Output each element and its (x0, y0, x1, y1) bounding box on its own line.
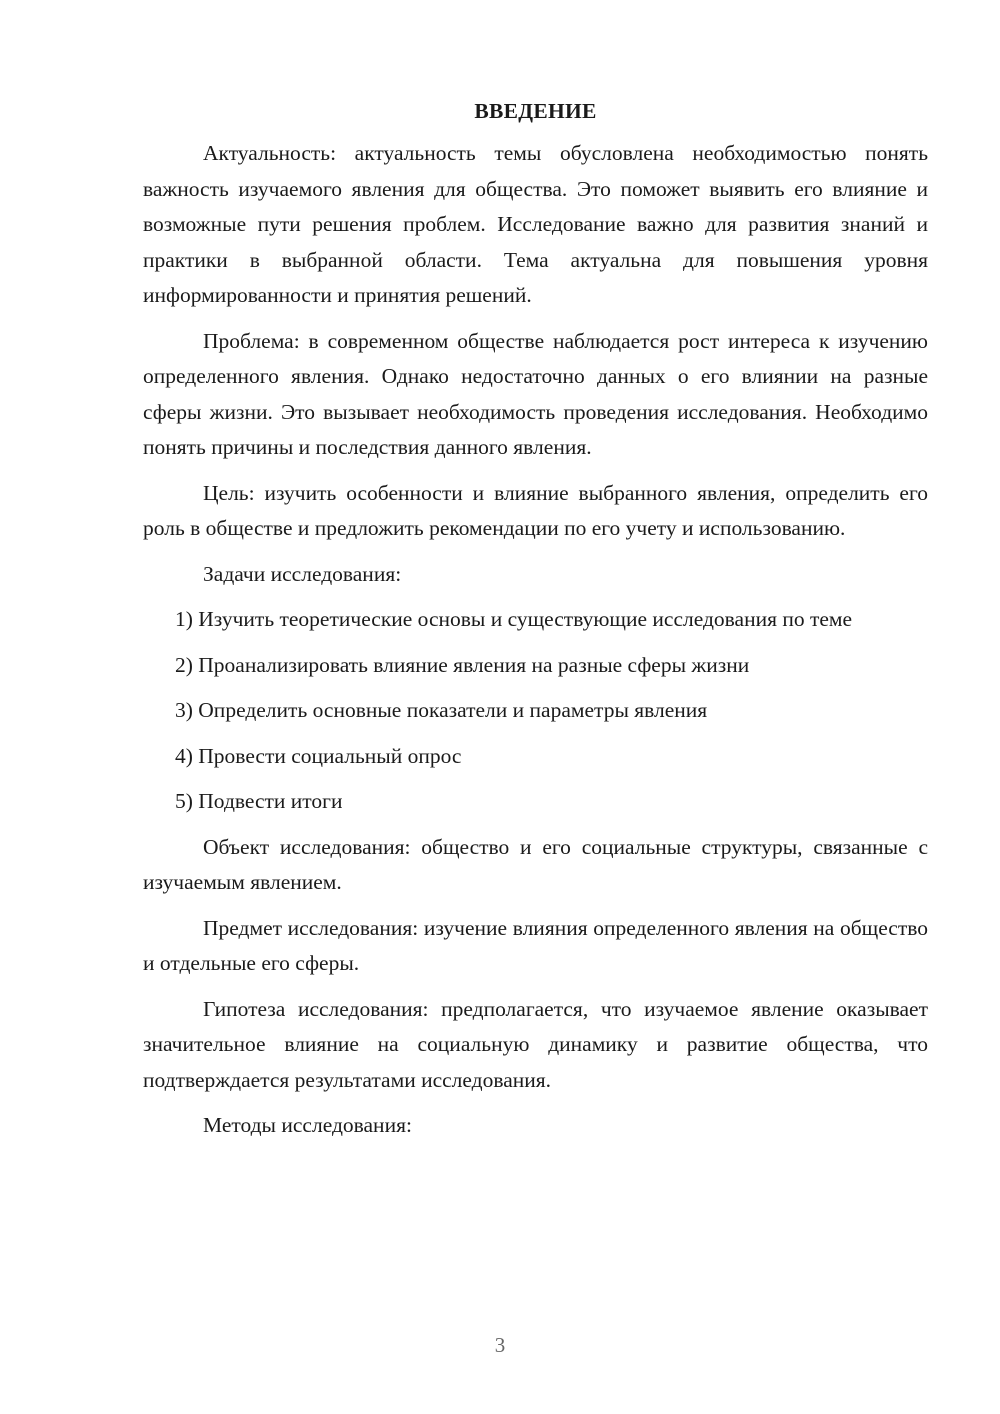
paragraph-methods: Методы исследования: (203, 1113, 412, 1137)
page-number: 3 (494, 1333, 506, 1357)
paragraph-tasks-heading: Задачи исследования: (203, 561, 402, 586)
paragraph-problem: Проблема: в современном обществе наблюдается рост интереса к изучению определенного явления. Однако недостаточно данных о его влиянии на разные сферы жизни. Это вызывает необходимость проведения исследования. Необходимо понять причины и последствия данного явления. (143, 328, 928, 459)
task-item-4: 4) Провести социальный опрос (175, 743, 462, 768)
task-item-3: 3) Определить основные показатели и параметры явления (175, 698, 708, 722)
paragraph-hypothesis: Гипотеза исследования: предполагается, что изучаемое явление оказывает значительное влияние на социальную динамику и развитие общества, что подтверждается результатами исследования. (143, 996, 928, 1092)
document-page (143, 96, 928, 1154)
section-title: ВВЕДЕНИЕ (474, 99, 597, 123)
paragraph-relevance: Актуальность: актуальность темы обусловлена необходимостью понять важность изучаемого явления для общества. Это поможет выявить его влияние и возможные пути решения проблем. Исследование важно для развития знаний и практики в выбранной области. Тема актуальна для повышения уровня информированности и принятия решений. (143, 141, 928, 307)
paragraph-goal: Цель: изучить особенности и влияние выбранного явления, определить его роль в обществе и предложить рекомендации по его учету и использованию. (143, 480, 928, 540)
task-item-2: 2) Проанализировать влияние явления на разные сферы жизни (175, 652, 750, 677)
paragraph-object: Объект исследования: общество и его социальные структуры, связанные с изучаемым явлением. (143, 834, 928, 894)
task-item-1: 1) Изучить теоретические основы и существующие исследования по теме (175, 607, 853, 631)
paragraph-subject: Предмет исследования: изучение влияния определенного явления на общество и отдельные его сферы. (143, 915, 928, 975)
task-item-5: 5) Подвести итоги (175, 789, 343, 813)
